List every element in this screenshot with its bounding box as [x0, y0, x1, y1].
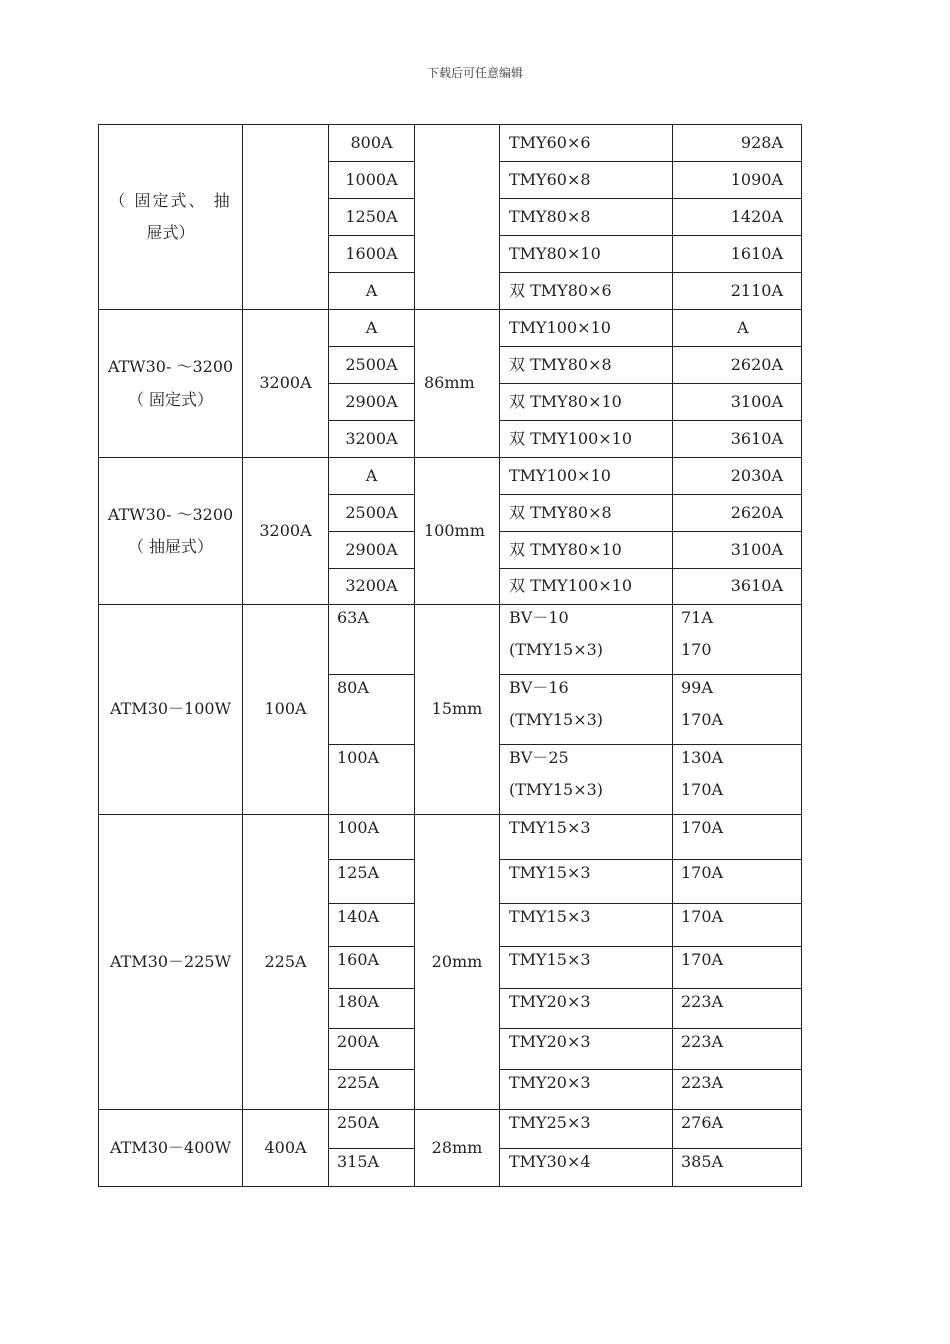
capacity-cell: 1420A [673, 199, 802, 236]
capacity-line: 71A [681, 608, 713, 627]
capacity-cell: 3100A [673, 532, 802, 569]
busbar-spec-cell: 双 TMY80×8 [500, 347, 673, 384]
busbar-spec-cell: TMY80×8 [500, 199, 673, 236]
busbar-spec-line: (TMY15×3) [509, 710, 604, 730]
capacity-line: 170A [681, 780, 724, 800]
capacity-line: 130A [681, 748, 724, 767]
breaker-model-line: ATM30－100W [109, 699, 232, 719]
breaker-model-line: ATM30－225W [109, 951, 232, 971]
busbar-spec-cell: TMY80×10 [500, 236, 673, 273]
busbar-spec-cell: TMY60×6 [500, 125, 673, 162]
spacing-cell [415, 125, 500, 310]
busbar-spec-line: (TMY15×3) [509, 640, 604, 660]
capacity-cell [673, 675, 802, 745]
busbar-spec-cell: 双 TMY80×10 [500, 384, 673, 421]
breaker-model-cell [99, 1110, 243, 1187]
setting-current-cell: 315A [329, 1149, 415, 1187]
breaker-model-line: ATM30－400W [109, 1137, 232, 1157]
busbar-spec-cell: 双 TMY100×10 [500, 569, 673, 605]
capacity-cell: 170A [673, 815, 802, 860]
spacing-cell: 100mm [415, 458, 500, 605]
capacity-cell: 3100A [673, 384, 802, 421]
rated-current-cell [243, 125, 329, 310]
busbar-spec-cell: 双 TMY80×10 [500, 532, 673, 569]
setting-current-cell: 2500A [329, 495, 415, 532]
capacity-cell [673, 745, 802, 815]
busbar-spec-cell: TMY100×10 [500, 310, 673, 347]
capacity-cell: 3610A [673, 569, 802, 605]
capacity-cell: 2030A [673, 458, 802, 495]
spacing-cell: 20mm [415, 815, 500, 1110]
breaker-model-line: ATW30- ～3200 [107, 504, 234, 524]
busbar-spec-cell [500, 745, 673, 815]
breaker-model-line: 屉式） [146, 223, 195, 242]
capacity-cell: 223A [673, 1070, 802, 1110]
spacing-cell: 28mm [415, 1110, 500, 1187]
setting-current-cell: 1600A [329, 236, 415, 273]
breaker-model-line: ATW30- ～3200 [107, 357, 234, 377]
busbar-spec-cell: 双 TMY100×10 [500, 421, 673, 458]
busbar-spec-cell [500, 605, 673, 675]
busbar-spec-line: BV－25 [509, 748, 569, 767]
setting-current-cell: 1250A [329, 199, 415, 236]
setting-current-cell: 3200A [329, 569, 415, 605]
table-row [99, 310, 802, 347]
busbar-spec-cell: TMY25×3 [500, 1110, 673, 1149]
busbar-spec-cell: 双 TMY80×6 [500, 273, 673, 310]
capacity-cell: 170A [673, 904, 802, 947]
setting-current-cell: 200A [329, 1029, 415, 1070]
busbar-spec-line: BV－10 [509, 608, 569, 627]
busbar-spec-cell [500, 675, 673, 745]
setting-current-cell: A [329, 458, 415, 495]
capacity-line: 99A [681, 678, 713, 697]
setting-current-cell: 140A [329, 904, 415, 947]
capacity-cell: 1610A [673, 236, 802, 273]
breaker-model-line: （ 固定式、 抽 [109, 190, 232, 210]
setting-current-cell: 100A [329, 815, 415, 860]
setting-current-cell: 3200A [329, 421, 415, 458]
setting-current-cell: 1000A [329, 162, 415, 199]
setting-current-cell: A [329, 273, 415, 310]
capacity-cell: 170A [673, 947, 802, 989]
busbar-spec-cell: TMY60×8 [500, 162, 673, 199]
table-row [99, 125, 802, 162]
table-row [99, 605, 802, 675]
breaker-model-cell [99, 125, 243, 310]
setting-current-cell: 125A [329, 860, 415, 904]
rated-current-cell: 3200A [243, 458, 329, 605]
rated-current-cell: 400A [243, 1110, 329, 1187]
busbar-spec-cell: TMY15×3 [500, 860, 673, 904]
busbar-spec-line: (TMY15×3) [509, 780, 604, 800]
setting-current-cell: 2900A [329, 384, 415, 421]
capacity-cell: 2620A [673, 495, 802, 532]
setting-current-cell: 250A [329, 1110, 415, 1149]
setting-current-cell: 2900A [329, 532, 415, 569]
setting-current-cell: 80A [329, 675, 415, 745]
busbar-spec-cell: TMY30×4 [500, 1149, 673, 1187]
capacity-cell: 928A [673, 125, 802, 162]
busbar-spec-cell: TMY15×3 [500, 947, 673, 989]
rated-current-cell: 225A [243, 815, 329, 1110]
busbar-spec-cell: TMY15×3 [500, 815, 673, 860]
busbar-spec-cell: 双 TMY80×8 [500, 495, 673, 532]
capacity-line: 170A [681, 710, 724, 730]
capacity-cell: 223A [673, 989, 802, 1029]
setting-current-cell: 2500A [329, 347, 415, 384]
capacity-cell: 2620A [673, 347, 802, 384]
breaker-model-cell [99, 458, 243, 605]
capacity-cell: 3610A [673, 421, 802, 458]
table-row [99, 1110, 802, 1149]
busbar-spec-cell: TMY100×10 [500, 458, 673, 495]
page-header: 下载后可任意编辑 [426, 66, 523, 80]
capacity-cell: 1090A [673, 162, 802, 199]
busbar-spec-cell: TMY20×3 [500, 989, 673, 1029]
rated-current-cell: 100A [243, 605, 329, 815]
breaker-model-cell [99, 605, 243, 815]
breaker-model-cell [99, 815, 243, 1110]
rated-current-cell: 3200A [243, 310, 329, 458]
setting-current-cell: A [329, 310, 415, 347]
setting-current-cell: 100A [329, 745, 415, 815]
busbar-spec-cell: TMY20×3 [500, 1070, 673, 1110]
setting-current-cell: 800A [329, 125, 415, 162]
busbar-spec-table [98, 124, 802, 1187]
spacing-cell: 86mm [415, 310, 500, 458]
capacity-cell: 2110A [673, 273, 802, 310]
setting-current-cell: 63A [329, 605, 415, 675]
breaker-model-line: （ 抽屉式） [127, 537, 214, 556]
breaker-model-cell [99, 310, 243, 458]
capacity-cell: 170A [673, 860, 802, 904]
capacity-cell: 276A [673, 1110, 802, 1149]
spacing-cell: 15mm [415, 605, 500, 815]
busbar-spec-cell: TMY15×3 [500, 904, 673, 947]
setting-current-cell: 160A [329, 947, 415, 989]
capacity-line: 170 [681, 640, 712, 660]
busbar-spec-line: BV－16 [509, 678, 569, 697]
capacity-cell: 223A [673, 1029, 802, 1070]
table-row [99, 458, 802, 495]
setting-current-cell: 225A [329, 1070, 415, 1110]
table-row [99, 815, 802, 860]
capacity-cell [673, 605, 802, 675]
capacity-cell: A [673, 310, 802, 347]
breaker-model-line: （ 固定式） [127, 389, 214, 409]
busbar-spec-cell: TMY20×3 [500, 1029, 673, 1070]
setting-current-cell: 180A [329, 989, 415, 1029]
capacity-cell: 385A [673, 1149, 802, 1187]
